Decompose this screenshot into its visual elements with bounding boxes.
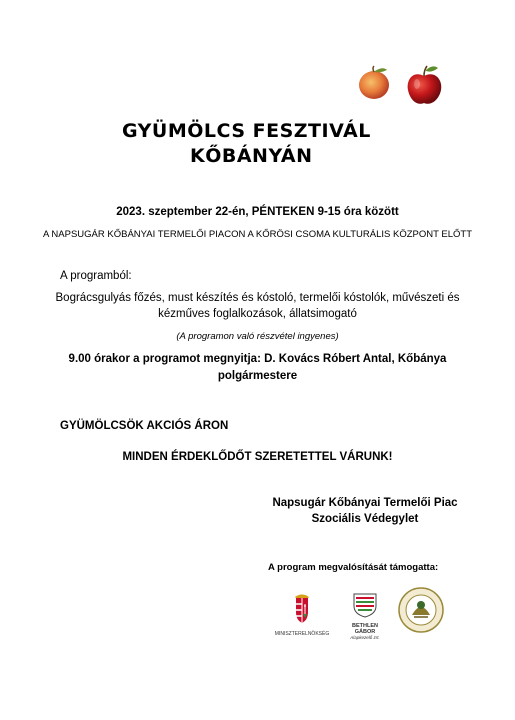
location-line: A NAPSUGÁR KŐBÁNYAI TERMELŐI PIACON A KŐRÖSI CSOMA KULTURÁLIS KÖZPONT ELŐTT xyxy=(42,229,472,240)
seal-icon xyxy=(398,585,444,639)
organizer-line-2: Szociális Védegylet xyxy=(311,513,419,525)
vedegylet-seal xyxy=(398,585,444,644)
peach-icon xyxy=(357,64,391,100)
opening-line-2: polgármestere xyxy=(217,370,298,382)
sale-line: GYÜMÖLCSÖK AKCIÓS ÁRON xyxy=(60,420,229,432)
bethlen-subcaption: Alapkezelő zrt. xyxy=(350,635,380,640)
bethlen-caption: BETHLEN GÁBOR xyxy=(352,623,378,635)
bethlen-logo xyxy=(342,590,388,640)
organizer-line-1: Napsugár Kőbányai Termelői Piac xyxy=(272,497,458,509)
coat-of-arms-icon xyxy=(270,592,334,626)
title-line-2: KŐBÁNYÁN xyxy=(190,145,313,167)
ministry-caption: MINISZTERELNÖKSÉG xyxy=(274,631,330,637)
title-line-1: GYÜMÖLCS FESZTIVÁL xyxy=(122,120,371,142)
program-line-2: kézműves foglalkozások, állatsimogató xyxy=(158,308,357,320)
ministry-logo xyxy=(270,592,334,637)
opening-line-1: 9.00 órakor a programot megnyitja: D. Kovács Róbert Antal, Kőbánya xyxy=(68,353,447,365)
bethlen-emblem-icon xyxy=(342,590,388,618)
program-intro: A programból: xyxy=(60,270,132,282)
program-line-1: Bográcsgulyás főzés, must készítés és kóstoló, termelői kóstolók, művészeti és xyxy=(55,292,460,304)
support-line: A program megvalósítását támogatta: xyxy=(268,562,439,573)
free-note: (A programon való részvétel ingyenes) xyxy=(176,331,339,342)
welcome-line: MINDEN ÉRDEKLŐDŐT SZERETETTEL VÁRUNK! xyxy=(122,451,393,463)
apple-icon xyxy=(405,64,443,108)
date-line: 2023. szeptember 22-én, PÉNTEKEN 9-15 óra között xyxy=(116,206,399,218)
